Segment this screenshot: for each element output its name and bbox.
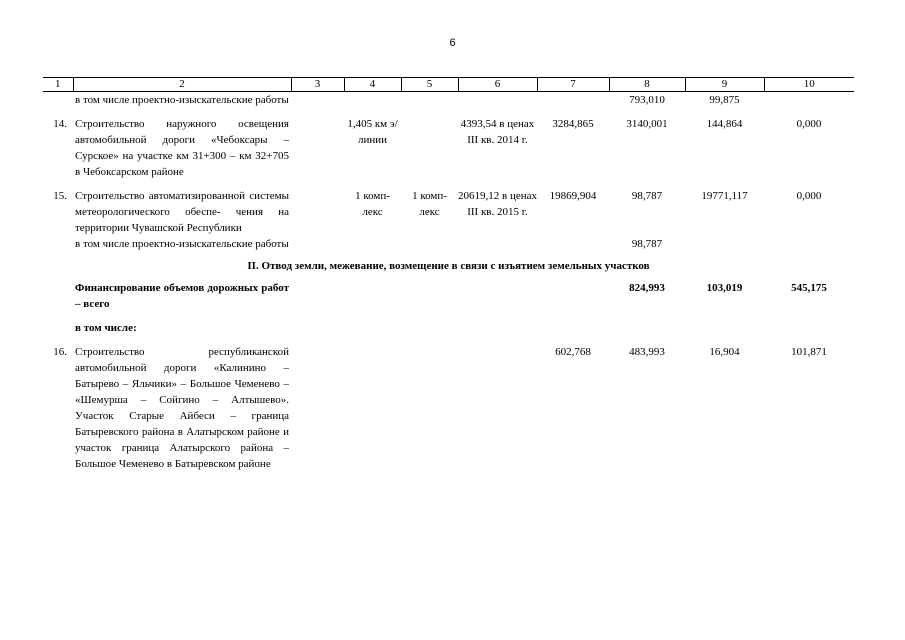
cell: 0,000 <box>796 118 822 130</box>
financing-col9: 103,019 <box>706 282 743 294</box>
financing-col10: 545,175 <box>791 282 827 294</box>
table-row <box>43 92 854 117</box>
cell: 1 комп- лекс <box>355 190 390 218</box>
header-cell: 9 <box>685 78 764 92</box>
section-row <box>43 252 854 280</box>
cell <box>401 236 458 252</box>
header-cell: 10 <box>764 78 854 92</box>
cell: 602,768 <box>555 346 591 358</box>
row-number <box>43 236 73 252</box>
cell: 101,871 <box>791 346 827 358</box>
cell <box>291 92 344 117</box>
cell <box>291 116 344 188</box>
cell <box>344 236 401 252</box>
including-row <box>43 320 854 344</box>
financing-name: Финансирование объемов дорожных работ – всего <box>75 282 289 310</box>
cell: 1 комп- лекс <box>412 190 447 218</box>
cell: 99,875 <box>709 94 740 106</box>
header-cell: 2 <box>73 78 291 92</box>
cell <box>764 236 854 252</box>
cell <box>291 236 344 252</box>
header-cell: 8 <box>609 78 685 92</box>
cell: 3284,865 <box>552 118 594 130</box>
cell: 20619,12 в ценах III кв. 2015 г. <box>458 190 537 218</box>
row-name: в том числе проектно-изыскательские работы <box>75 94 289 106</box>
table-row <box>43 188 854 236</box>
cell: 0,000 <box>796 190 822 202</box>
cell <box>458 92 537 117</box>
header-cell: 7 <box>537 78 609 92</box>
financing-col8: 824,993 <box>629 282 665 294</box>
header-cell: 1 <box>43 78 73 92</box>
header-cell: 5 <box>401 78 458 92</box>
table-row <box>43 344 854 472</box>
cell: 19869,904 <box>549 190 597 202</box>
cell <box>458 236 537 252</box>
cell <box>291 188 344 236</box>
row-number: 15. <box>53 190 67 202</box>
financing-row <box>43 280 854 320</box>
table-row <box>43 116 854 188</box>
cell: 793,010 <box>629 94 665 106</box>
cell: 19771,117 <box>701 190 748 202</box>
cell <box>537 236 609 252</box>
cell: 98,787 <box>631 190 663 202</box>
row-name: Строительство автоматизированной системы метеорологического обеспе- чения на территории Чувашской Республики <box>75 190 289 234</box>
row-name: Строительство наружного освещения автомобильной дороги «Чебоксары – Сурское» на участке км 31+300 – км 32+705 в Чебоксарском районе <box>75 118 289 178</box>
cell: 1,405 км э/линии <box>347 118 398 146</box>
cell <box>764 92 854 117</box>
row-number <box>43 92 73 117</box>
header-cell: 4 <box>344 78 401 92</box>
header-cell: 6 <box>458 78 537 92</box>
header-cell: 3 <box>291 78 344 92</box>
row-number: 16. <box>53 346 67 358</box>
cell <box>537 92 609 117</box>
cell: 98,787 <box>631 238 663 250</box>
row-name: в том числе проектно-изыскательские работы <box>75 238 289 250</box>
cell <box>401 116 458 188</box>
including-label: в том числе: <box>75 322 137 334</box>
cell: 4393,54 в ценах III кв. 2014 г. <box>460 118 535 146</box>
cell: 483,993 <box>629 346 665 358</box>
cell <box>344 92 401 117</box>
page-number: 6 <box>449 37 456 49</box>
cell: 3140,001 <box>626 118 668 130</box>
cell: 144,864 <box>706 118 743 130</box>
column-number-header <box>43 78 854 92</box>
cell: 16,904 <box>709 346 740 358</box>
budget-table <box>43 77 854 472</box>
row-name: Строительство республиканской автомобильной дороги «Калинино – Батырево – Яльчики» – Большое Чеменево – «Шемурша – Сойгино – Алтышево». Участок Старые Айбеси – граница Батыревского района в Алатырском районе и участок граница Алатырского района – Большое Чеменево в Батыревском районе <box>75 346 289 470</box>
section-title: II. Отвод земли, межевание, возмещение в связи с изъятием земельных участков <box>247 260 650 272</box>
cell <box>685 236 764 252</box>
row-number: 14. <box>53 118 67 130</box>
table-row <box>43 236 854 252</box>
cell <box>401 92 458 117</box>
